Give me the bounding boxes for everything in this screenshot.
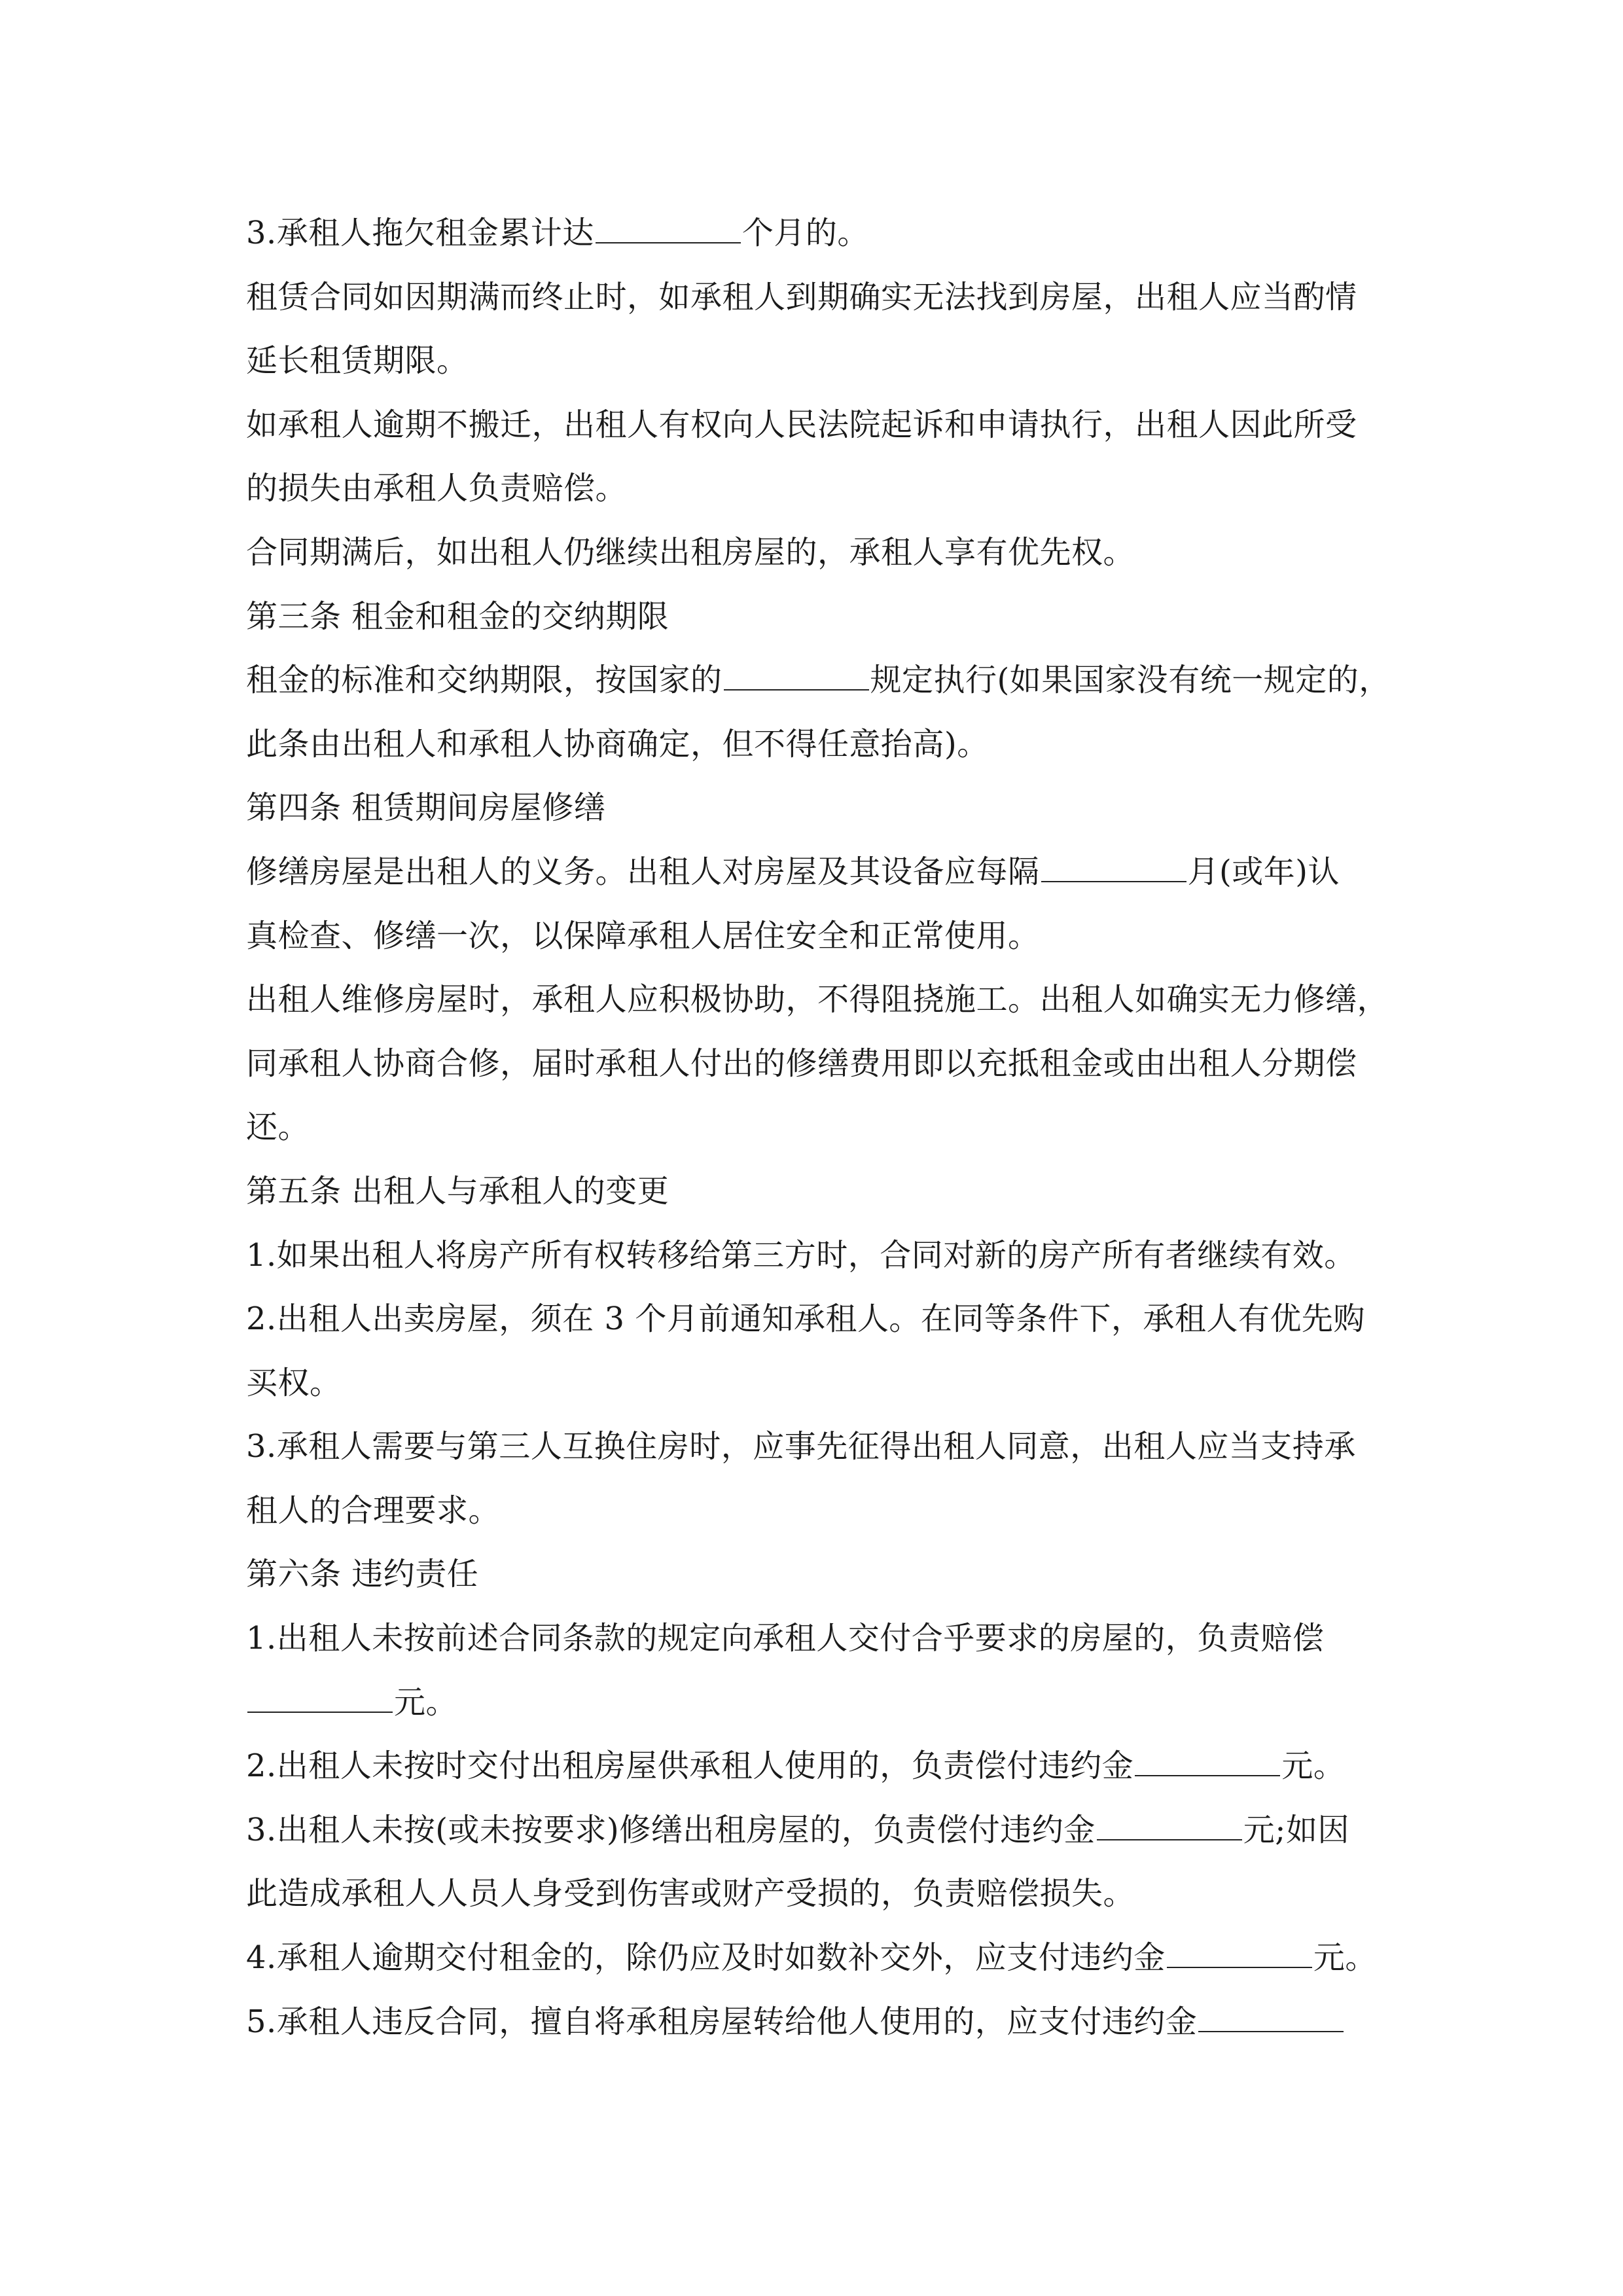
text-line <box>246 1862 1385 1926</box>
text-line <box>246 457 1385 521</box>
line-text: 3.承租人拖欠租金累计达 <box>246 215 594 251</box>
fill-in-blank <box>596 216 741 243</box>
text-line <box>246 968 1389 1032</box>
line-text: 第三条 租金和租金的交纳期限 <box>246 598 669 635</box>
text-line <box>246 713 1385 777</box>
line-text: 还。 <box>246 1109 310 1146</box>
text-line <box>246 1479 1385 1543</box>
line-text: 第六条 违约责任 <box>246 1556 479 1593</box>
fill-in-blank <box>1135 1749 1280 1776</box>
line-text: 的损失由承租人负责赔偿。 <box>246 470 628 507</box>
line-text: 1.出租人未按前述合同条款的规定向承租人交付合乎要求的房屋的，负责赔偿 <box>246 1620 1325 1657</box>
text-line <box>246 1607 1385 1671</box>
text-line <box>246 1543 1385 1607</box>
text-line <box>246 1287 1385 1352</box>
line-text-after-blank: 个月的。 <box>741 215 869 251</box>
line-text: 此造成承租人人员人身受到伤害或财产受损的，负责赔偿损失。 <box>246 1875 1135 1912</box>
line-text: 5.承租人违反合同，擅自将承租房屋转给他人使用的，应支付违约金 <box>246 2003 1198 2040</box>
line-text: 3.出租人未按(或未按要求)修缮出租房屋的，负责偿付违约金 <box>246 1811 1096 1848</box>
text-line <box>246 649 1391 713</box>
text-line <box>246 1415 1385 1479</box>
line-text-after-blank: 元;如因 <box>1243 1811 1349 1848</box>
line-text: 2.出租人出卖房屋，须在 3 个月前通知承租人。在同等条件下，承租人有优先购 <box>246 1300 1365 1338</box>
line-text: 租赁合同如因期满而终止时，如承租人到期确实无法找到房屋，出租人应当酌情 <box>246 278 1357 315</box>
fill-in-blank <box>1167 1941 1312 1968</box>
line-text: 真检查、修缮一次，以保障承租人居住安全和正常使用。 <box>246 917 1040 954</box>
text-line <box>246 1990 1385 2054</box>
line-text: 1.如果出租人将房产所有权转移给第三方时，合同对新的房产所有者继续有效。 <box>246 1236 1356 1274</box>
fill-in-blank <box>1198 2005 1344 2032</box>
line-text: 租人的合理要求。 <box>246 1492 501 1529</box>
line-text: 买权。 <box>246 1364 342 1401</box>
text-line <box>246 1799 1385 1863</box>
fill-in-blank <box>1041 855 1186 882</box>
line-text: 延长租赁期限。 <box>246 342 469 380</box>
line-text: 租金的标准和交纳期限，按国家的 <box>246 662 722 699</box>
line-text: 第四条 租赁期间房屋修缮 <box>246 789 606 827</box>
line-text: 同承租人协商合修，届时承租人付出的修缮费用即以充抵租金或由出租人分期偿 <box>246 1045 1357 1082</box>
text-line <box>246 1734 1385 1799</box>
line-text: 修缮房屋是出租人的义务。出租人对房屋及其设备应每隔 <box>246 853 1040 890</box>
line-text: 此条由出租人和承租人协商确定，但不得任意抬高)。 <box>246 725 989 762</box>
text-line <box>246 521 1385 585</box>
text-line <box>246 393 1385 457</box>
fill-in-blank <box>1097 1813 1242 1840</box>
line-text: 3.承租人需要与第三人互换住房时，应事先征得出租人同意，出租人应当支持承 <box>246 1428 1356 1465</box>
text-line <box>246 840 1385 905</box>
text-line <box>246 329 1385 393</box>
text-line <box>246 1671 1385 1735</box>
line-text: 2.出租人未按时交付出租房屋供承租人使用的，负责偿付违约金 <box>246 1748 1134 1785</box>
fill-in-blank <box>724 663 869 691</box>
text-line <box>246 1352 1385 1416</box>
text-line <box>246 1926 1385 1990</box>
line-text: 如承租人逾期不搬迁，出租人有权向人民法院起诉和申请执行，出租人因此所受 <box>246 406 1357 443</box>
text-line <box>246 905 1385 969</box>
text-line <box>246 585 1385 649</box>
line-text-after-blank: 元。 <box>1281 1748 1346 1785</box>
line-text-after-blank: 元。 <box>394 1683 458 1721</box>
text-line <box>246 202 1385 266</box>
text-line <box>246 1096 1385 1160</box>
line-text-after-blank: 元。 <box>1313 1939 1377 1977</box>
text-line <box>246 1032 1385 1096</box>
text-line <box>246 1160 1385 1224</box>
line-text: 出租人维修房屋时，承租人应积极协助，不得阻挠施工。出租人如确实无力修缮， <box>246 981 1389 1018</box>
text-line <box>246 776 1385 840</box>
fill-in-blank <box>247 1685 393 1713</box>
line-text-after-blank: 规定执行(如果国家没有统一规定的， <box>870 662 1391 699</box>
text-line <box>246 266 1385 330</box>
document-body <box>246 202 1391 2054</box>
line-text-after-blank: 月(或年)认 <box>1187 853 1340 890</box>
line-text: 4.承租人逾期交付租金的，除仍应及时如数补交外，应支付违约金 <box>246 1939 1166 1977</box>
line-text: 第五条 出租人与承租人的变更 <box>246 1172 669 1210</box>
line-text: 合同期满后，如出租人仍继续出租房屋的，承租人享有优先权。 <box>246 533 1135 571</box>
text-line <box>246 1224 1385 1288</box>
